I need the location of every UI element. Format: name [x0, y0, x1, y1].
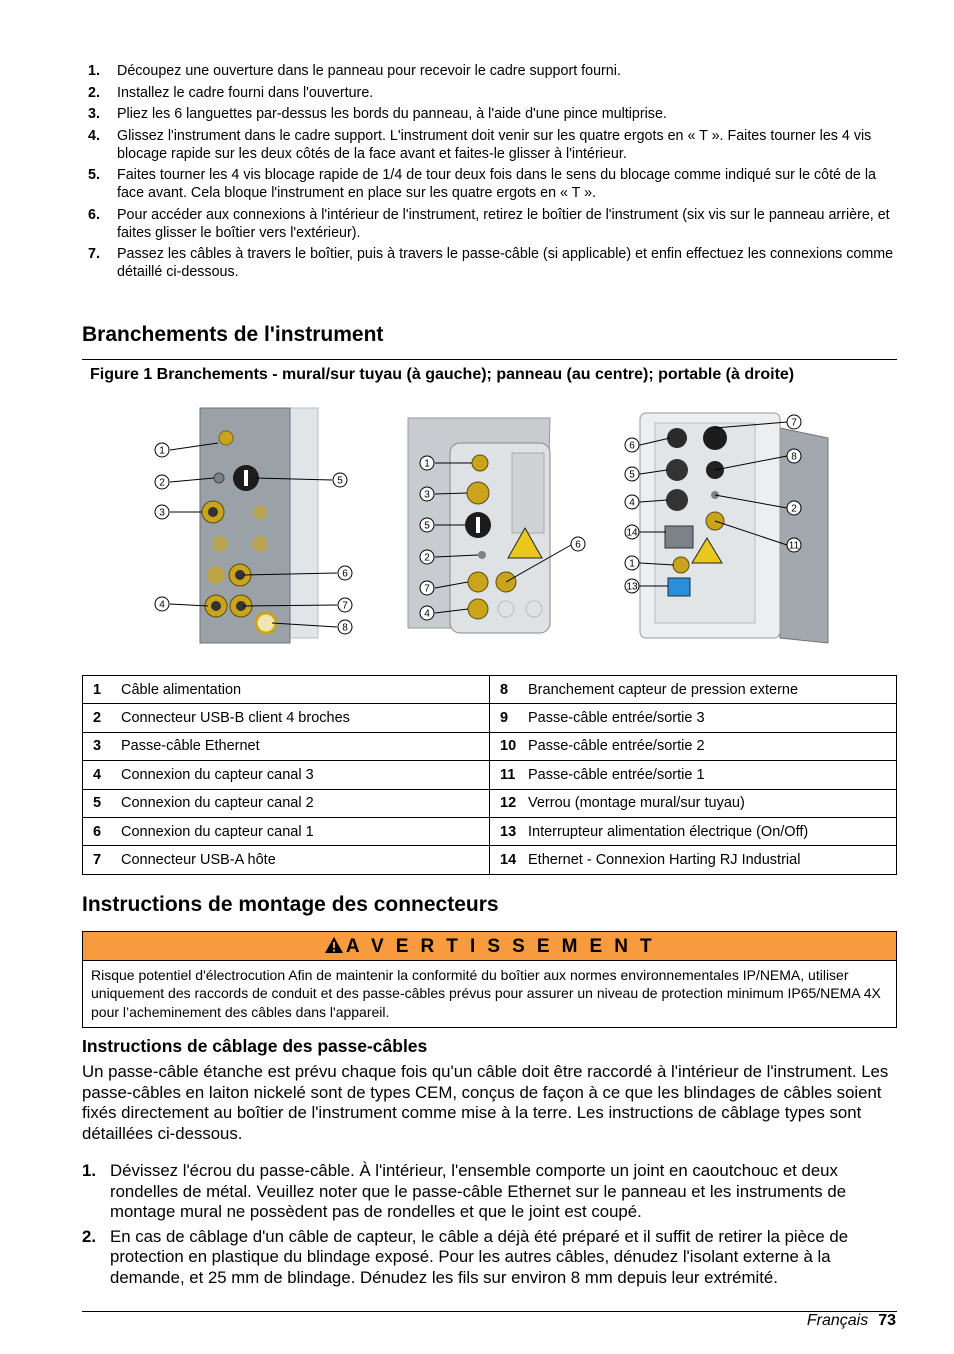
list-item: 3. Pliez les 6 languettes par-dessus les bords du panneau, à l'aide d'une pince multiprise.	[88, 106, 667, 122]
callout-label: 4	[159, 599, 165, 611]
table-cell: 12 Verrou (montage mural/sur tuyau)	[490, 789, 897, 817]
list-item: 6. Pour accéder aux connexions à l'intérieur de l'instrument, retirez le boîtier de l'instrument (six vis sur le panneau arrière, et faites glisser le boîtier vers l'extérieur).	[88, 206, 890, 241]
table-cell: 11 Passe-câble entrée/sortie 1	[490, 761, 897, 789]
figure-caption: Figure 1 Branchements - mural/sur tuyau (à gauche); panneau (au centre); portable (à droite)	[90, 366, 795, 383]
table-cell: 13 Interrupteur alimentation électrique (On/Off)	[490, 817, 897, 845]
callout-label: 5	[424, 520, 430, 532]
body-paragraph: Un passe-câble étanche est prévu chaque fois qu'un câble doit être raccordé à l'intérieur de l'instrument. Les passe-câbles en laiton nickelé sont de types CEM, conçus de façon à ce que les blindages de câbles soient fixés directement au boîtier de l'instrument comme mise à la terre. Les instructions de câblage types sont détaillées ci-dessous.	[82, 1062, 889, 1143]
list-item: 4. Glissez l'instrument dans le cadre support. L'instrument doit venir sur les quatre ergots en « T ». Faites tourner les 4 vis blocage rapide sur les deux côtés de la face avant et faites-le glisser à l'intérieur.	[88, 127, 872, 162]
warning-box	[82, 931, 897, 1028]
table-cell: 10 Passe-câble entrée/sortie 2	[490, 732, 897, 760]
callout-label: 4	[629, 497, 635, 509]
callout-label: 5	[337, 475, 343, 487]
list-item: 5. Faites tourner les 4 vis blocage rapide de 1/4 de tour deux fois dans le sens du blocage comme indiqué sur le côté de la face avant. Cela bloque l'instrument en place sur les quatre ergots en « T ».	[88, 167, 876, 201]
callout-label: 3	[159, 507, 165, 519]
table-cell: 9 Passe-câble entrée/sortie 3	[490, 704, 897, 732]
section-rule	[82, 359, 897, 360]
list-item: 2. Installez le cadre fourni dans l'ouverture.	[88, 84, 374, 101]
table-row	[83, 817, 897, 845]
callout-label: 1	[424, 458, 430, 470]
table-row	[83, 789, 897, 817]
warning-title: A V E R T I S S E M E N T	[345, 936, 656, 957]
warning-triangle-icon	[324, 936, 344, 954]
callout-label: 7	[342, 600, 348, 612]
callout-label: 14	[626, 527, 638, 539]
subsection-title: Instructions de câblage des passe-câbles	[82, 1036, 428, 1056]
callout-label: 2	[159, 477, 165, 489]
list-item: 1. Découpez une ouverture dans le panneau pour recevoir le cadre support fourni.	[88, 63, 621, 79]
table-cell: 14 Ethernet - Connexion Harting RJ Industrial	[490, 846, 897, 874]
callout-label: 13	[626, 581, 638, 593]
callout-label: 2	[791, 503, 797, 515]
table-row	[83, 704, 897, 732]
callout-label: 7	[791, 417, 797, 429]
callout-label: 1	[629, 558, 635, 570]
footer-rule	[82, 1311, 897, 1312]
page-number: 73	[878, 1312, 896, 1329]
table-cell: 4 Connexion du capteur canal 3	[83, 761, 490, 789]
callout-label: 8	[791, 451, 797, 463]
portable-instrument	[640, 413, 828, 643]
table-row	[83, 846, 897, 874]
warning-text: Risque potentiel d'électrocution Afin de maintenir la conformité du boîtier aux normes environnementales IP/NEMA, utiliser uniquement des raccords de conduit et des passe-câbles prévus pour assurer un niveau de protection minimum IP65/NEMA 4X pour l’acheminement des câbles dans l'appareil.	[91, 967, 881, 1020]
table-cell: 3 Passe-câble Ethernet	[83, 732, 490, 760]
list-item: 2. En cas de câblage d'un câble de capteur, le câble a déjà été préparé et il suffit de retirer la pièce de protection en plastique du blindage exposé. Pour les autres câbles, dénudez l'isolant externe à la demande, et 25 mm de blindage. Dénudez les fils sur environ 8 mm depuis leur extrémité.	[82, 1226, 849, 1287]
table-row	[83, 732, 897, 760]
section-title-montage: Instructions de montage des connecteurs	[82, 893, 499, 916]
connections-figure	[140, 398, 840, 660]
callout-label: 6	[575, 539, 581, 551]
table-cell: 7 Connecteur USB-A hôte	[83, 846, 490, 874]
list-item: 7. Passez les câbles à travers le boîtier, puis à travers le passe-câble (si applicable) et enfin effectuez les connexions comme détaillé ci-dessous.	[88, 246, 894, 280]
section-title-branchements: Branchements de l'instrument	[82, 323, 384, 346]
callout-label: 6	[629, 440, 635, 452]
table-row	[83, 761, 897, 789]
wiring-steps	[82, 1161, 897, 1293]
callout-label: 5	[629, 469, 635, 481]
footer-language: Français	[806, 1312, 869, 1329]
callout-label: 11	[788, 540, 800, 552]
callout-label: 1	[159, 445, 165, 457]
callout-label: 8	[342, 622, 348, 634]
page-footer	[807, 1312, 896, 1330]
warning-header	[83, 932, 896, 961]
callout-label: 4	[424, 608, 430, 620]
callout-label: 3	[424, 489, 430, 501]
callout-label: 6	[342, 568, 348, 580]
table-cell: 1 Câble alimentation	[83, 676, 490, 704]
figure-legend-table	[82, 675, 897, 875]
table-cell: 6 Connexion du capteur canal 1	[83, 817, 490, 845]
table-cell: 5 Connexion du capteur canal 2	[83, 789, 490, 817]
installation-steps	[88, 62, 900, 285]
callout-label: 7	[424, 583, 430, 595]
callout-label: 2	[424, 552, 430, 564]
table-cell: 2 Connecteur USB-B client 4 broches	[83, 704, 490, 732]
list-item: 1. Dévissez l'écrou du passe-câble. À l'intérieur, l'ensemble comporte un joint en caoutchouc et deux rondelles de métal. Veuillez noter que le passe-câble Ethernet sur le panneau et les instruments de montage mural ne possèdent pas de rondelles et que le joint est coupé.	[82, 1161, 847, 1222]
table-cell: 8 Branchement capteur de pression externe	[490, 676, 897, 704]
table-row	[83, 676, 897, 704]
